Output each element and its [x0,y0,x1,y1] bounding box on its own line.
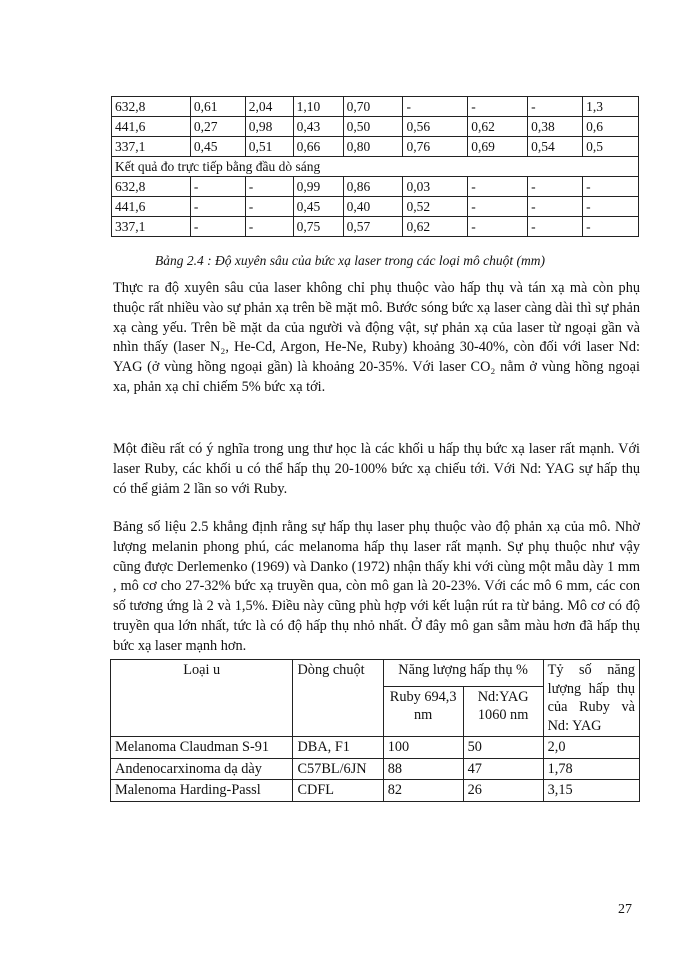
table-cell: 0,54 [528,137,583,157]
table-cell: 88 [383,758,463,780]
table-cell: 47 [463,758,543,780]
table-cell: 441,6 [112,197,191,217]
table-cell: - [528,217,583,237]
table-cell: - [468,97,528,117]
header-ndyag: Nd:YAG 1060 nm [463,686,543,736]
table-cell: - [245,197,293,217]
page-number: 27 [618,902,632,917]
table-cell: Andenocarxinoma dạ dày [111,758,293,780]
table-cell: 0,80 [343,137,403,157]
table-cell: 0,03 [403,177,468,197]
table-cell: Melanoma Claudman S-91 [111,737,293,759]
table-cell: 2,0 [543,737,639,759]
table-cell: - [468,177,528,197]
table-cell: DBA, F1 [293,737,383,759]
penetration-depth-table [111,96,639,237]
table-cell: 0,51 [245,137,293,157]
table-cell: 3,15 [543,780,639,802]
table-cell: - [190,197,245,217]
header-ruby: Ruby 694,3 nm [383,686,463,736]
table-cell: 632,8 [112,177,191,197]
table-row [111,780,640,802]
table-cell: 0,38 [528,117,583,137]
table-cell: 82 [383,780,463,802]
table-cell: 0,57 [343,217,403,237]
table-cell: 50 [463,737,543,759]
header-mouse-strain: Dòng chuột [293,660,383,737]
table-cell: 1,78 [543,758,639,780]
table-row [112,217,639,237]
table-row [112,177,639,197]
table-cell: 0,98 [245,117,293,137]
table-cell: 0,69 [468,137,528,157]
header-tumor-type: Loại u [111,660,293,737]
table-cell: 0,6 [583,117,639,137]
table-cell: - [245,217,293,237]
table-cell: 0,45 [190,137,245,157]
table-cell: CDFL [293,780,383,802]
table-cell: 100 [383,737,463,759]
table-cell: 0,86 [343,177,403,197]
table-cell: 1,3 [583,97,639,117]
table-cell: 0,52 [403,197,468,217]
table-row [112,197,639,217]
table-cell: 0,45 [293,197,343,217]
section-label: Kết quả đo trực tiếp bằng đầu dò sáng [112,157,639,177]
header-ratio: Tỷ số năng lượng hấp thụ của Ruby và Nd: YAG [543,660,639,737]
table-section-row [112,157,639,177]
table-cell: - [468,217,528,237]
table-row [112,117,639,137]
table-cell: - [190,217,245,237]
table-cell: 0,99 [293,177,343,197]
table-cell: 1,10 [293,97,343,117]
table-cell: - [528,177,583,197]
table-cell: 0,70 [343,97,403,117]
table-cell: 0,62 [403,217,468,237]
table-cell: - [245,177,293,197]
table-cell: - [583,197,639,217]
paragraph-table-25: Bảng số liệu 2.5 khẳng định rằng sự hấp thụ laser phụ thuộc vào độ phản xạ của mô. Nhờ lượng melanin phong phú, các melanoma hấp thụ laser rất mạnh. Sự phụ thuộc như vậy cũng được Derlemenko (1969) và Danko (1972) nhận thấy khi với cùng một mẫu dày 1 mm , mô cơ cho 27-32% bức xạ truyền qua, còn mô gan là 20-23%. Với các mô 6 mm, các con số tương ứng là 2 và 1,5%. Điều này cũng phù hợp với kết luận rút ra từ bảng. Mô cơ có độ truyền qua lớn nhất, tức là có độ hấp thụ nhỏ nhất. Ở đây mô gan sẫm màu hơn đã hấp thụ bức xạ laser mạnh hơn. [113,519,640,654]
table-cell: - [403,97,468,117]
table-cell: 632,8 [112,97,191,117]
tumor-absorption-table [110,659,640,802]
table-cell: 0,62 [468,117,528,137]
table-cell: - [583,177,639,197]
paragraph-tumor-absorption: Một điều rất có ý nghĩa trong ung thư học là các khối u hấp thụ bức xạ laser rất mạnh. Với laser Ruby, các khối u có thể hấp thụ 20-100% bức xạ chiếu tới. Với Nd: YAG sự hấp thụ có thể giảm 2 lần so với Ruby. [113,441,640,497]
table-cell: Malenoma Harding-Passl [111,780,293,802]
table-row [111,758,640,780]
header-row [111,660,640,687]
table-cell: 441,6 [112,117,191,137]
paragraph-reflection: Thực ra độ xuyên sâu của laser không chỉ phụ thuộc vào hấp thụ và tán xạ mà còn phụ thuộc rất nhiều vào sự phản xạ trên bề mặt mô. Bước sóng bức xạ laser càng dài thì sự phản xạ càng yếu. Trên bề mặt da của người và động vật, sự phản xạ của laser từ ngoại gần và nhìn thấy (laser N₂, He-Cd, Argon, He-Ne, Ruby) khoảng 30-40%, còn đối với laser Nd: YAG (ở vùng hồng ngoại gần) là khoảng 20-35%. Với laser CO₂ nằm ở vùng hồng ngoại xa, phản xạ chỉ chiếm 5% bức xạ tới. [113,280,640,395]
table-cell: 0,56 [403,117,468,137]
table-cell: 337,1 [112,137,191,157]
table-cell: - [528,197,583,217]
table-cell: 0,66 [293,137,343,157]
table-cell: 0,76 [403,137,468,157]
table-row [111,737,640,759]
table-cell: 2,04 [245,97,293,117]
table-cell: 0,75 [293,217,343,237]
table-row [112,137,639,157]
table-cell: C57BL/6JN [293,758,383,780]
table-cell: 337,1 [112,217,191,237]
table-cell: - [528,97,583,117]
table-cell: 0,50 [343,117,403,137]
table-caption: Bảng 2.4 : Độ xuyên sâu của bức xạ laser trong các loại mô chuột (mm) [154,253,546,268]
table-cell: - [190,177,245,197]
table-cell: 0,61 [190,97,245,117]
table-cell: - [583,217,639,237]
table-cell: 0,27 [190,117,245,137]
table-cell: - [468,197,528,217]
table-row [112,97,639,117]
table-cell: 26 [463,780,543,802]
table-cell: 0,43 [293,117,343,137]
table-cell: 0,40 [343,197,403,217]
table-cell: 0,5 [583,137,639,157]
header-absorbed-energy: Năng lượng hấp thụ % [383,660,543,687]
